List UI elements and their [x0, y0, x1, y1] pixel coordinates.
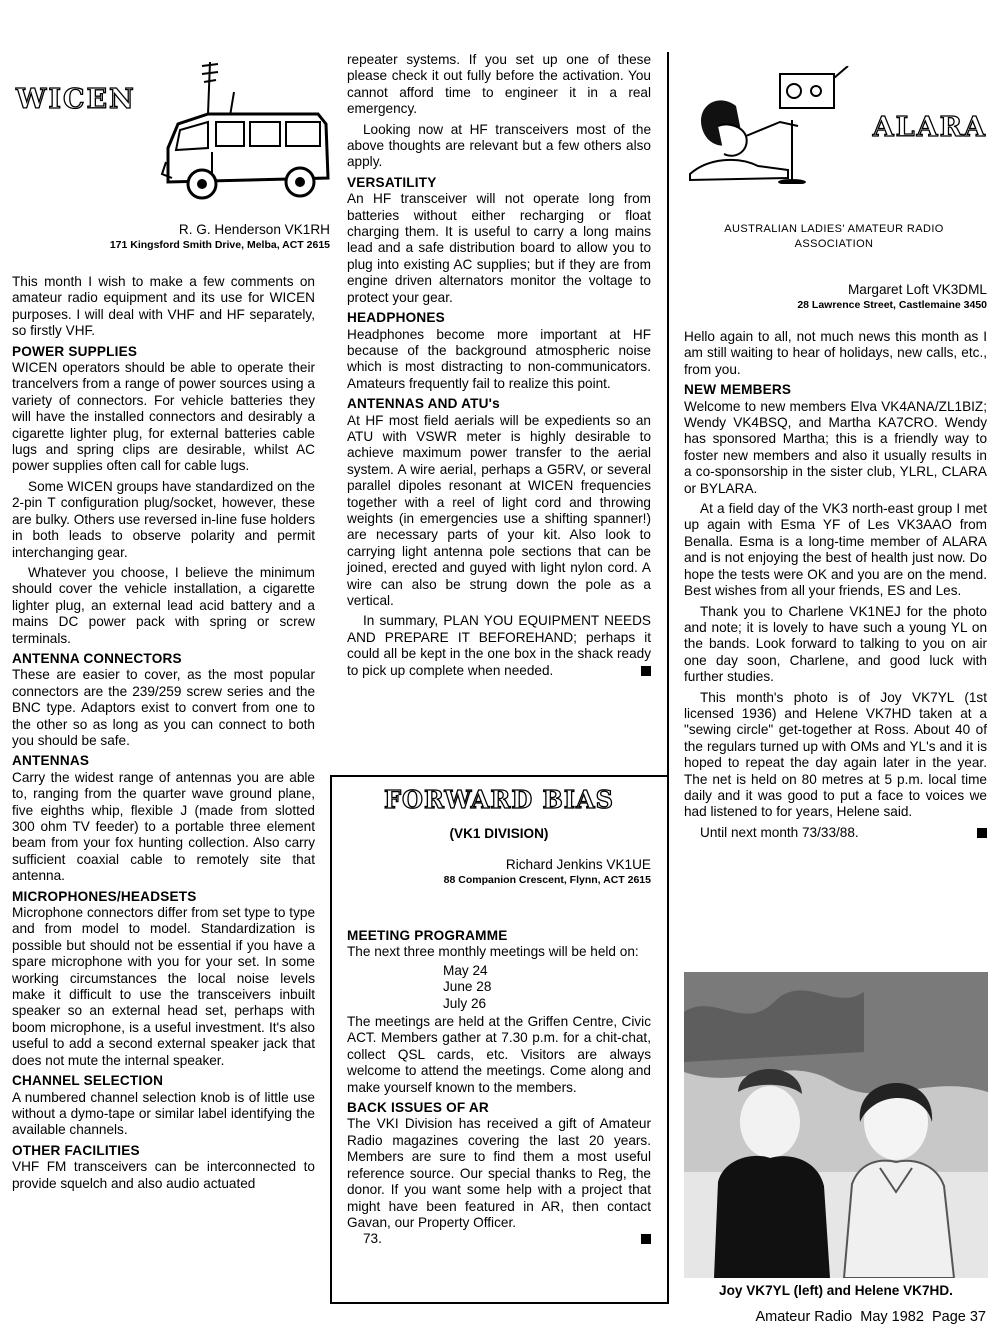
- heading-channel-selection: CHANNEL SELECTION: [12, 1073, 164, 1089]
- alara-logo: ALARA: [872, 112, 987, 143]
- photo-image: [684, 972, 988, 1278]
- wicen-column-1: [12, 274, 315, 1192]
- forward-bias-bottom-rule: [330, 1302, 669, 1304]
- meeting-date: May 24: [443, 962, 488, 978]
- para-meeting: The next three monthly meetings will be held on:: [347, 944, 639, 960]
- end-mark: [641, 1234, 651, 1244]
- para-other-facilities: VHF FM transceivers can be interconnected to provide squelch and also audio actuated: [12, 1159, 315, 1191]
- wicen-author: R. G. Henderson VK1RH: [178, 222, 330, 237]
- meeting-date: June 28: [443, 979, 492, 995]
- para-back-issues: The VKI Division has received a gift of Amateur Radio magazines covering the last 20 years. Members are sure to find them a most useful reference source. Our special thanks to Reg, the donor. If you want some help with a project that might have been featured in AR, then contact Gavan, our Property Officer.: [347, 1116, 651, 1230]
- wicen-intro: This month I wish to make a few comments on amateur radio equipment and its use for WICEN purposes. I will deal with VHF and HF separately, so firstly VHF.: [12, 274, 315, 339]
- alara-header: [684, 56, 987, 316]
- para-microphones: Microphone connectors differ from set type to type and from model to model. Standardization is possible but should not be essential if you have a spare microphone with you for your set. In some working circumstances the local noise levels make it difficult to use the transceivers inbuilt speaker so an external head set, perhaps with boom microphone, is a useful investment. It's also useful to add a second external speaker jack that does not mute the internal speaker.: [12, 905, 315, 1068]
- forward-bias-section: [347, 785, 651, 887]
- summary-text: In summary, PLAN YOU EQUIPMENT NEEDS AND PREPARE IT BEFOREHAND; perhaps it could all be kept in the one box in the shack ready to pick up complete when needed.: [347, 613, 651, 678]
- para-repeater: repeater systems. If you set up one of these please check it out fully before the activation. You cannot afford time to engineer it in a real emergency.: [347, 52, 651, 117]
- alara-para-4: Thank you to Charlene VK1NEJ for the photo and note; it is lovely to have such a young YL on the bands. Look forward to talking to you on air one day soon, Charlene, and good luck with further studies.: [684, 603, 987, 685]
- para-antennas-atu: At HF most field aerials will be expedients so an ATU with VSWR meter is highly desirable to achieve maximum power transfer to the aerial system. A wire aerial, perhaps a G5RV, or several parallel dipoles resonant at WICEN frequencies together with a reel of light cord and throwing weights (in emergencies use a shifting spanner!) are necessary parts of your kit. Also look to carrying light antenna pole sections that can be joined, erected and guyed with light nylon cord. A wire can also be strung down the pole as a vertical.: [347, 412, 651, 608]
- wicen-address: 171 Kingsford Smith Drive, Melba, ACT 2615: [109, 239, 330, 251]
- wicen-column-2: [347, 52, 651, 679]
- page-footer: Amateur Radio May 1982 Page 37: [755, 1309, 986, 1325]
- alara-para-3: At a field day of the VK3 north-east group I met up again with Esma YF of Les VK3AAO from Benalla. Esma is a long-time member of ALARA and is not enjoying the best of health just now. Do hope the tests were OK and you are on the mend. Best wishes from all your friends, ES and Les.: [684, 501, 987, 599]
- para-power-2: Some WICEN groups have standardized on the 2-pin T configuration plug/socket, however, these are bulky. Others use reversed in-line fuse holders in both leads to observe polarity and permit interchanging gear.: [12, 478, 315, 560]
- end-mark: [977, 828, 987, 838]
- heading-power-supplies: POWER SUPPLIES: [12, 343, 138, 359]
- forward-bias-subtitle: (VK1 DIVISION): [449, 826, 549, 841]
- para-versatility: An HF transceiver will not operate long from batteries without either recharging or float charging them. It is useful to carry a long mains lead and a safe distribution board to allow you to plug into existing AC supplies; but if they are from engine driven alternators monitor the voltage to protect your gear.: [347, 191, 651, 305]
- heading-back-issues: BACK ISSUES OF AR: [347, 1100, 489, 1116]
- para-antennas: Carry the widest range of antennas you are able to, ranging from the quarter wave ground plane, five eighths whip, flexible J (made from slotted 300 ohm TV feeder) to a portable three element beam from your fox hunting collection. Also carry sufficient coaxial cable to remotely site that antenna.: [12, 769, 315, 884]
- para-power-1: WICEN operators should be able to operate their trancelvers from a range of power sources using a variety of connectors. For vehicle batteries they will have the installed connectors and desirably a cigarette lighter plug, for external batteries cable lugs and spring clips are desirable, whilst AC power supplies often call for cable lugs.: [12, 360, 315, 474]
- heading-meeting-programme: MEETING PROGRAMME: [347, 928, 508, 943]
- alara-org: AUSTRALIAN LADIES' AMATEUR RADIO ASSOCIATION: [724, 223, 944, 250]
- column-divider-left: [330, 775, 332, 1303]
- sign-text: 73.: [363, 1231, 382, 1247]
- forward-bias-top-rule: [330, 775, 669, 777]
- wicen-logo: WICEN: [16, 84, 136, 115]
- alara-para-1: Hello again to all, not much news this month as I am still waiting to hear of holidays, new calls, etc., from you.: [684, 329, 987, 377]
- closing-text: Until next month 73/33/88.: [700, 824, 859, 840]
- column-divider-right: [667, 52, 669, 1303]
- alara-para-6: [684, 825, 987, 841]
- end-mark: [641, 666, 651, 676]
- alara-para-2: Welcome to new members Elva VK4ANA/ZL1BIZ; Wendy VK4BSQ, and Martha KA7CRO. Wendy has sponsored Martha; this is a friendly way to foster new members and also it usually results in a co-sponsorship in the sister club, YLRL, CLARA or BYLARA.: [684, 398, 987, 496]
- alara-author: Margaret Loft VK3DML: [847, 282, 987, 297]
- heading-new-members: NEW MEMBERS: [684, 382, 792, 398]
- van-illustration: [150, 52, 350, 202]
- forward-bias-author: Richard Jenkins VK1UE: [505, 857, 651, 872]
- heading-headphones: HEADPHONES: [347, 310, 445, 326]
- heading-other-facilities: OTHER FACILITIES: [12, 1142, 140, 1158]
- forward-bias-logo: FORWARD BIAS: [384, 785, 614, 814]
- heading-antennas-atu: ANTENNAS AND ATU's: [347, 396, 500, 412]
- heading-antennas: ANTENNAS: [12, 753, 90, 769]
- photo-caption: Joy VK7YL (left) and Helene VK7HD.: [719, 1283, 953, 1298]
- para-meeting-2: The meetings are held at the Griffen Centre, Civic ACT. Members gather at 7.30 p.m. for a chit-chat, collect QSL cards, etc. Visitors are always welcome to attend the meetings. Come along and make yourself known to the members.: [347, 1014, 651, 1095]
- heading-antenna-connectors: ANTENNA CONNECTORS: [12, 650, 182, 666]
- heading-versatility: VERSATILITY: [347, 174, 437, 190]
- wicen-header: [12, 52, 330, 262]
- alara-body: [684, 329, 987, 841]
- alara-photo: [684, 972, 988, 1278]
- alara-illustration: [688, 66, 858, 184]
- para-summary: [347, 613, 651, 679]
- heading-microphones: MICROPHONES/HEADSETS: [12, 888, 197, 904]
- para-antenna-connectors: These are easier to cover, as the most popular connectors are the 239/259 screw series and the BNC type. Adaptors exist to convert from one to the other so as long as you can connect to both you should be safe.: [12, 667, 315, 748]
- forward-bias-body: [347, 924, 651, 1248]
- para-headphones: Headphones become more important at HF because of the background atmospheric noise which is most distracting to non-communicators. Amateurs frequently fail to realize this point.: [347, 326, 651, 391]
- meeting-date: July 26: [443, 995, 487, 1011]
- alara-para-5: This month's photo is of Joy VK7YL (1st licensed 1936) and Helene VK7HD taken at a "sewing circle" get-together at Ross. About 40 of the regulars turned up with OMs and YL's and it is hoped to repeat the day again later in the year. The net is held on 80 metres at 5 p.m. local time daily and it was good to put a face to voices we had listened to for years, Helene said.: [684, 689, 987, 820]
- forward-bias-sign: [347, 1231, 651, 1247]
- para-channel-selection: A numbered channel selection knob is of little use without a dymo-tape or similar label identifying the available channels.: [12, 1089, 315, 1138]
- meeting-dates: [443, 963, 651, 1012]
- para-power-3: Whatever you choose, I believe the minimum should cover the vehicle installation, a cigarette lighter plug, an external lead acid battery and a mains DC power pack with spring or screw terminals.: [12, 564, 315, 646]
- alara-address: 28 Lawrence Street, Castlemaine 3450: [797, 299, 987, 311]
- forward-bias-address: 88 Companion Crescent, Flynn, ACT 2615: [443, 874, 651, 886]
- para-hf-intro: Looking now at HF transceivers most of the above thoughts are relevant but a few others also apply.: [347, 121, 651, 170]
